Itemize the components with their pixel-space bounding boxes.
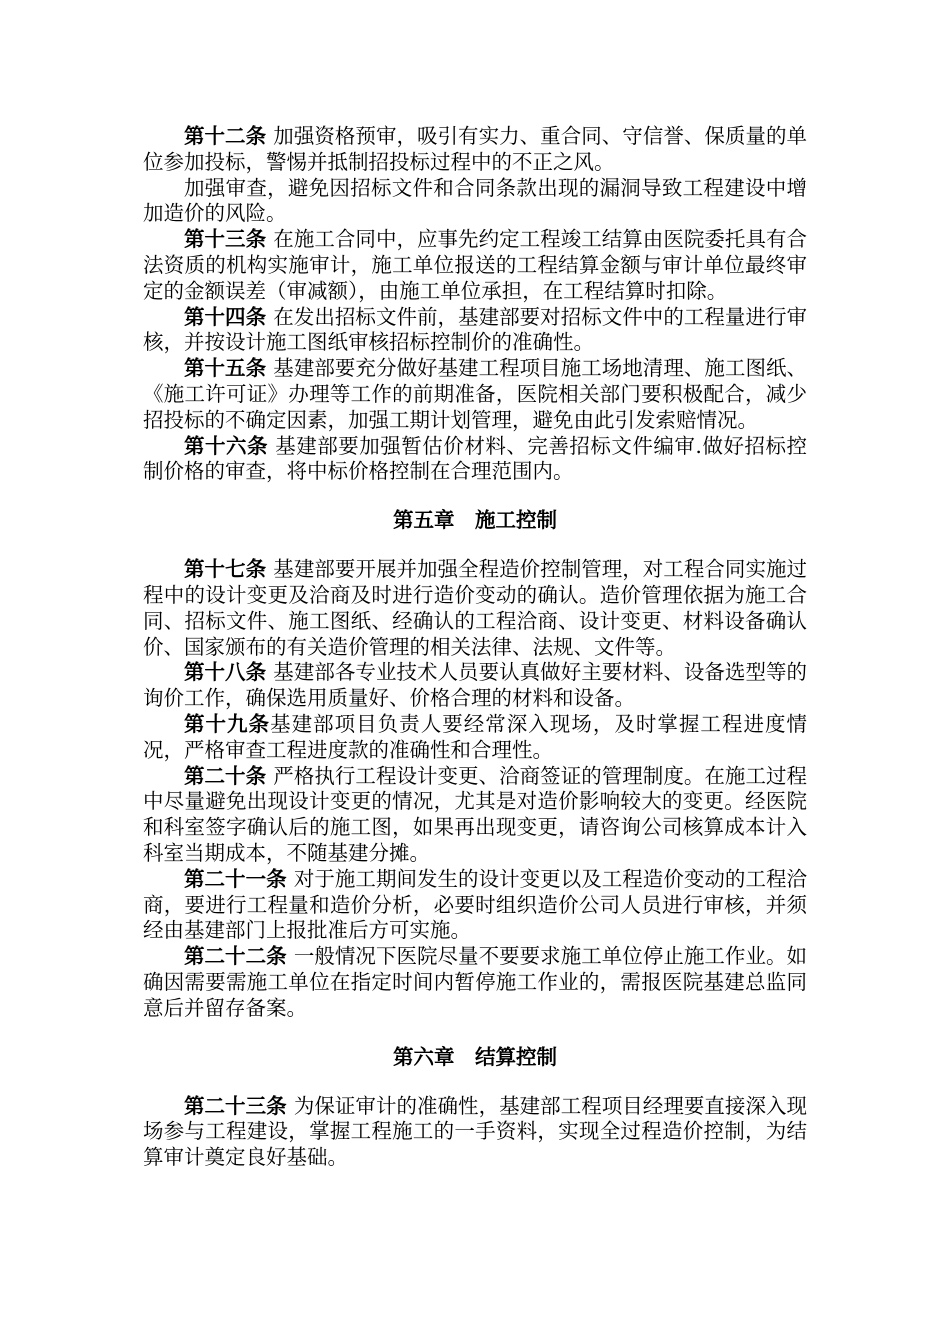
paragraph-article-14: [143, 305, 807, 357]
document-page: [143, 124, 807, 1171]
paragraph-text: 在发出招标文件前，基建部要对招标文件中的工程量进行审核，并按设计施工图纸审核招标控制价的准确性。: [143, 304, 808, 355]
paragraph-article-13: [143, 227, 807, 304]
paragraph-text: 对于施工期间发生的设计变更以及工程造价变动的工程洽商，要进行工程量和造价分析，必要时组织造价公司人员进行审核，并须经由基建部门上报批准后方可实施。: [143, 866, 808, 943]
paragraph-article-12-continued: [143, 176, 807, 228]
article-number: 第十三条: [184, 227, 267, 252]
article-number: 第二十一条: [184, 866, 287, 891]
paragraph-text: 基建部要加强暂估价材料、完善招标文件编审.做好招标控制价格的审查，将中标价格控制在合理范围内。: [143, 433, 808, 484]
chapter-title: 施工控制: [475, 508, 557, 533]
paragraph-text: 基建部各专业技术人员要认真做好主要材料、设备选型等的询价工作，确保选用质量好、价格合理的材料和设备。: [143, 660, 808, 711]
article-number: 第十二条: [184, 124, 267, 148]
paragraph-article-22: [143, 944, 807, 1021]
paragraph-text: 严格执行工程设计变更、洽商签证的管理制度。在施工过程中尽量避免出现设计变更的情况，尤其是对造价影响较大的变更。经医院和科室签字确认后的施工图，如果再出现变更，请咨询公司核算成本计入科室当期成本，不随基建分摊。: [143, 763, 808, 865]
paragraph-text: 在施工合同中，应事先约定工程竣工结算由医院委托具有合法资质的机构实施审计，施工单位报送的工程结算金额与审计单位最终审定的金额误差（审减额），由施工单位承担，在工程结算时扣除。: [143, 227, 808, 303]
article-number: 第二十二条: [184, 944, 287, 969]
article-number: 第十五条: [184, 356, 267, 381]
paragraph-article-18: [143, 660, 807, 712]
paragraph-article-21: [143, 867, 807, 944]
paragraph-article-19: [143, 712, 807, 764]
paragraph-text: 基建部项目负责人要经常深入现场，及时掌握工程进度情况，严格审查工程进度款的准确性和合理性。: [143, 711, 808, 762]
paragraph-text: 加强审查，避免因招标文件和合同条款出现的漏洞导致工程建设中增加造价的风险。: [143, 175, 807, 226]
article-number: 第十八条: [184, 660, 267, 685]
chapter-heading-5: [143, 507, 807, 533]
chapter-title: 结算控制: [475, 1044, 557, 1069]
chapter-heading-6: [143, 1044, 807, 1070]
article-number: 第十九条: [184, 711, 271, 736]
paragraph-text: 为保证审计的准确性，基建部工程项目经理要直接深入现场参与工程建设，掌握工程施工的一手资料，实现全过程造价控制，为结算审计奠定良好基础。: [143, 1093, 808, 1170]
paragraph-article-16: [143, 434, 807, 486]
paragraph-article-17: [143, 557, 807, 660]
paragraph-article-23: [143, 1094, 807, 1171]
article-number: 第二十条: [184, 763, 267, 788]
paragraph-article-15: [143, 356, 807, 433]
article-number: 第二十三条: [184, 1093, 287, 1118]
paragraph-text: 加强资格预审，吸引有实力、重合同、守信誉、保质量的单位参加投标，警惕并抵制招投标过程中的不正之风。: [143, 124, 808, 174]
paragraph-text: 基建部要充分做好基建工程项目施工场地清理、施工图纸、《施工许可证》办理等工作的前期准备，医院相关部门要积极配合，减少招投标的不确定因素，加强工期计划管理，避免由此引发索赔情况。: [143, 356, 808, 432]
article-number: 第十七条: [184, 557, 267, 582]
chapter-number: 第六章: [393, 1044, 455, 1069]
paragraph-article-20: [143, 764, 807, 867]
chapter-number: 第五章: [393, 508, 455, 533]
paragraph-text: 一般情况下医院尽量不要要求施工单位停止施工作业。如确因需要需施工单位在指定时间内暂停施工作业的，需报医院基建总监同意后并留存备案。: [143, 944, 808, 1020]
article-number: 第十四条: [184, 304, 267, 329]
paragraph-article-12: [143, 124, 807, 176]
paragraph-text: 基建部要开展并加强全程造价控制管理，对工程合同实施过程中的设计变更及洽商及时进行造价变动的确认。造价管理依据为施工合同、招标文件、施工图纸、经确认的工程洽商、设计变更、材料设备确认价、国家颁布的有关造价管理的相关法律、法规、文件等。: [143, 557, 808, 659]
article-number: 第十六条: [184, 433, 269, 458]
